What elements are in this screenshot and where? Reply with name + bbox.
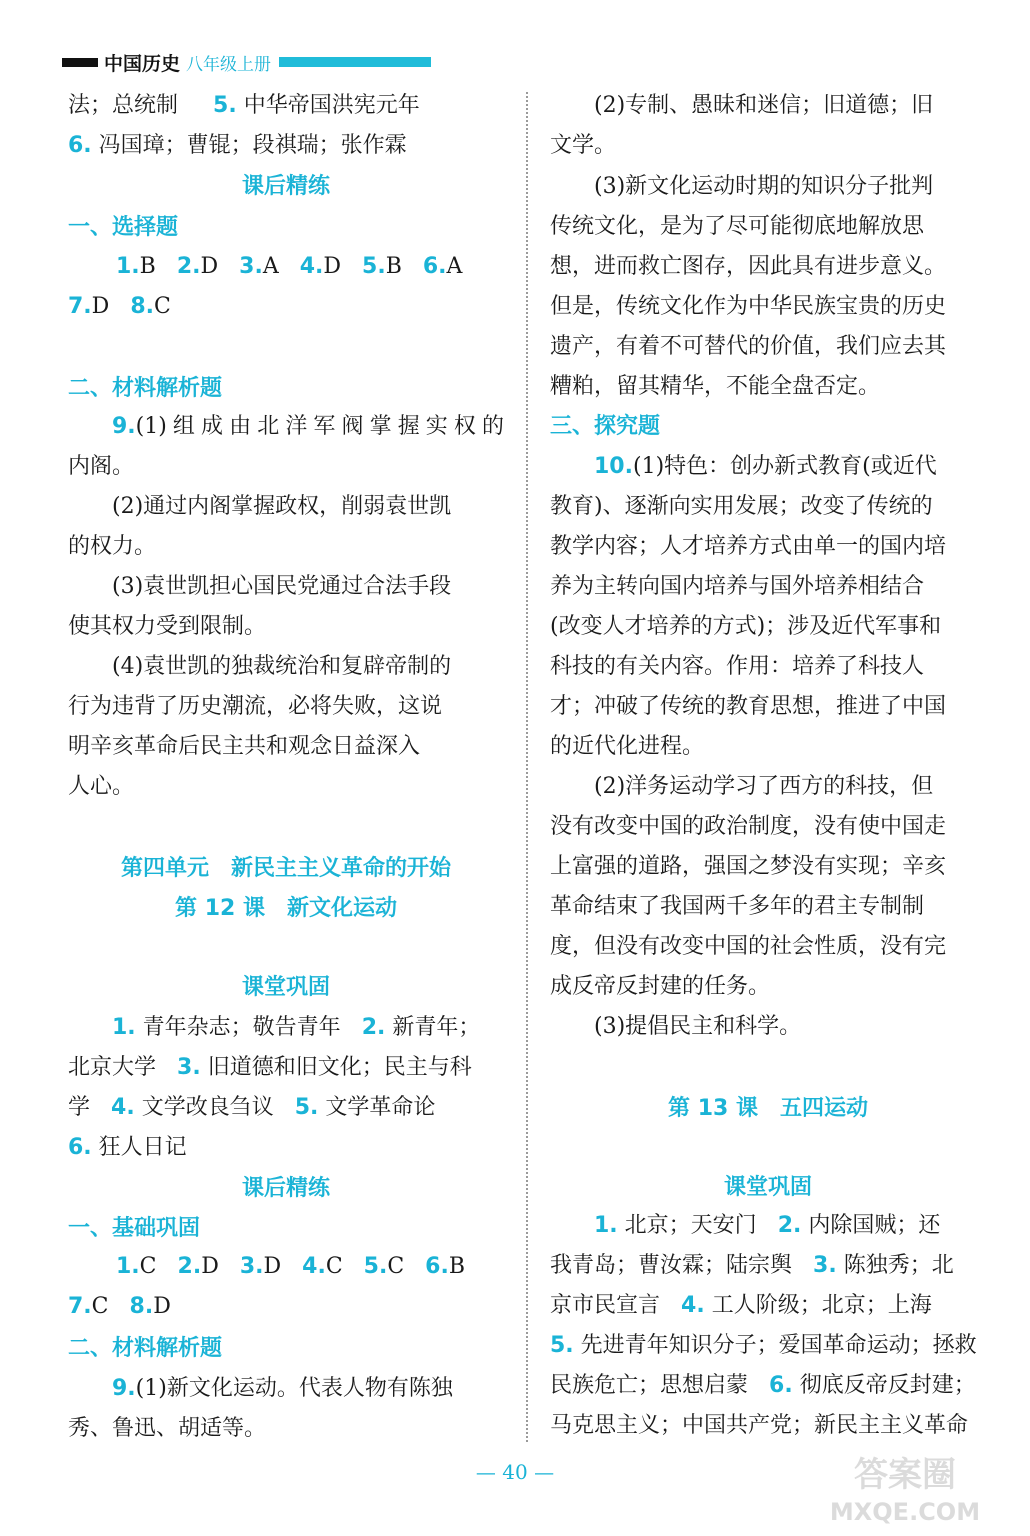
answer-text: 内除国贼；还: [808, 1213, 941, 1238]
basic-answers-row-1: [116, 1247, 465, 1287]
text-line: 革命结束了我国两千多年的君主专制制: [550, 894, 925, 919]
column-divider: [526, 92, 528, 1442]
q-num: 6.: [769, 1373, 793, 1398]
text-line: 上富强的道路，强国之梦没有实现；辛亥: [550, 854, 947, 879]
unit-title: 第四单元 新民主主义革命的开始: [120, 856, 451, 881]
section-basic: 一、基础巩固: [68, 1216, 201, 1241]
text-line: [550, 1326, 977, 1366]
answer-text: 陈独秀；北: [843, 1253, 954, 1278]
answer-text: 工人阶级；北京；上海: [711, 1293, 932, 1318]
answer-text: (1)组成由北洋军阀掌握实权的: [135, 414, 504, 439]
q-num: 2.: [777, 1213, 802, 1238]
section-explore: 三、探究题: [550, 414, 661, 439]
answer-text: 青年杂志；敬告青年: [142, 1015, 341, 1040]
text-line: (2)通过内阁掌握政权，削弱袁世凯: [112, 494, 452, 519]
text-line: 成反帝反封建的任务。: [550, 974, 771, 999]
text-line: [112, 407, 504, 447]
q-num: 5.: [550, 1333, 574, 1358]
answer-text: 京市民宣言: [550, 1293, 661, 1318]
q-num: 9.: [112, 414, 136, 439]
section-material: 二、材料解析题: [68, 1336, 223, 1361]
header-dark-bar: [62, 58, 98, 67]
answer-text: 中华帝国洪宪元年: [243, 93, 420, 118]
text-line: 的近代化进程。: [550, 734, 705, 759]
header-subject: 中国历史: [104, 52, 181, 75]
text-line: (2)洋务运动学习了西方的科技，但: [594, 774, 934, 799]
q-num: 5.: [294, 1095, 319, 1120]
text-line: [550, 1246, 954, 1286]
q-ans: B: [448, 1254, 466, 1279]
answer-number: 6.: [68, 133, 92, 158]
q-ans: C: [387, 1254, 405, 1279]
q-ans: B: [385, 254, 402, 279]
basic-answers-row-2: [68, 1287, 171, 1327]
q-num: 3.: [239, 254, 263, 279]
answer-text: 文学革命论: [325, 1095, 436, 1120]
text-line: 没有改变中国的政治制度，没有使中国走: [550, 814, 947, 839]
text-line: [68, 1048, 472, 1088]
q-num: 8.: [129, 1294, 154, 1319]
choice-answers-row-1: [116, 247, 462, 287]
q-ans: D: [263, 1254, 282, 1279]
q-num: 2.: [361, 1015, 386, 1040]
text-line: 行为违背了历史潮流，必将失败，这说: [68, 694, 443, 719]
text-line: (3)袁世凯担心国民党通过合法手段: [112, 574, 452, 599]
answer-text: 学: [68, 1095, 91, 1120]
text-line: 遗产，有着不可替代的价值，我们应去其: [550, 334, 947, 359]
q-num: 6.: [68, 1135, 92, 1160]
text-line: [594, 1206, 940, 1246]
q-num: 6.: [422, 254, 447, 279]
answer-text: 旧道德和旧文化；民主与科: [207, 1055, 472, 1080]
watermark-text-url: MXQE.COM: [829, 1498, 981, 1526]
section-title-after-class: 课后精练: [241, 1176, 330, 1201]
q-ans: D: [201, 1254, 219, 1279]
text-line: (改变人才培养的方式)；涉及近代军事和: [550, 614, 942, 639]
text-line: 才；冲破了传统的教育思想，推进了中国: [550, 694, 947, 719]
q-ans: B: [139, 254, 156, 279]
q-num: 2.: [176, 254, 201, 279]
q-num: 3.: [813, 1253, 837, 1278]
text-line: 度，但没有改变中国的社会性质，没有完: [550, 934, 947, 959]
q-ans: D: [91, 294, 110, 319]
text-line: 秀、鲁迅、胡适等。: [68, 1416, 267, 1441]
text-line: 人心。: [68, 774, 135, 799]
text-line: [68, 1088, 435, 1128]
text-line: (4)袁世凯的独裁统治和复辟帝制的: [112, 654, 452, 679]
q-ans: D: [323, 254, 342, 279]
choice-answers-row-2: [68, 287, 171, 327]
watermark-text-main: 答案圈: [854, 1455, 956, 1495]
text-line: 内阁。: [68, 454, 135, 479]
answer-text: (1)新文化运动。代表人物有陈独: [135, 1376, 453, 1401]
text-line: [112, 1008, 480, 1048]
q-num: 3.: [239, 1254, 264, 1279]
text-line: [68, 126, 407, 166]
answer-text: 彻底反帝反封建；: [799, 1373, 976, 1398]
text-line: [68, 1128, 187, 1168]
section-material: 二、材料解析题: [68, 376, 223, 401]
q-num: 4.: [299, 254, 324, 279]
lesson-title: 第 12 课 新文化运动: [175, 896, 397, 921]
header-cyan-bar: [279, 57, 431, 67]
answer-text: (1)特色：创办新式教育(或近代: [632, 454, 937, 479]
q-num: 2.: [177, 1254, 202, 1279]
q-ans: C: [139, 1254, 157, 1279]
section-class-consolidation: 课堂巩固: [241, 975, 330, 1000]
answer-text: 冯国璋；曹锟；段祺瑞；张作霖: [98, 133, 407, 158]
q-num: 6.: [425, 1254, 449, 1279]
lesson-title: 第 13 课 五四运动: [668, 1096, 868, 1121]
answer-text: 新青年；: [392, 1015, 481, 1040]
text-line: 文学。: [550, 133, 617, 158]
q-num: 4.: [111, 1095, 135, 1120]
text-line: [112, 1369, 453, 1409]
text-line: 马克思主义；中国共产党；新民主主义革命: [550, 1413, 969, 1438]
q-num: 4.: [681, 1293, 705, 1318]
section-choice: 一、选择题: [68, 215, 179, 240]
q-num: 7.: [68, 294, 92, 319]
text-line: 教学内容；人才培养方式由单一的国内培: [550, 534, 947, 559]
q-num: 7.: [68, 1294, 92, 1319]
q-num: 8.: [130, 294, 154, 319]
page-number: — 40 —: [475, 1460, 555, 1484]
text-line: 传统文化，是为了尽可能彻底地解放思: [550, 214, 925, 239]
q-num: 5.: [362, 254, 386, 279]
answer-number: 5.: [213, 93, 237, 118]
q-ans: C: [325, 1254, 343, 1279]
text-line: (2)专制、愚昧和迷信；旧道德；旧: [594, 93, 934, 118]
text-line: 使其权力受到限制。: [68, 614, 267, 639]
text-line: [68, 86, 420, 126]
text-line: 养为主转向国内培养与国外培养相结合: [550, 574, 925, 599]
page-header: [62, 50, 431, 74]
text-line: 但是，传统文化作为中华民族宝贵的历史: [550, 294, 947, 319]
q-num: 3.: [177, 1055, 201, 1080]
text-line: [594, 447, 937, 487]
q-num: 1.: [116, 254, 140, 279]
text-line: [550, 1286, 932, 1326]
section-class-consolidation: 课堂巩固: [723, 1175, 812, 1200]
section-title-after-class: 课后精练: [241, 174, 330, 199]
answer-text: 北京大学: [68, 1055, 157, 1080]
answer-text: 文学改良刍议: [141, 1095, 274, 1120]
q-num: 10.: [594, 454, 633, 479]
answer-text: 我青岛；曹汝霖；陆宗舆: [550, 1253, 793, 1278]
q-num: 9.: [112, 1376, 136, 1401]
answer-text: 民族危亡；思想启蒙: [550, 1373, 749, 1398]
header-grade: 八年级上册: [186, 54, 272, 75]
text-line: [550, 1366, 976, 1406]
q-num: 4.: [302, 1254, 326, 1279]
q-ans: C: [91, 1294, 109, 1319]
q-ans: A: [262, 254, 279, 279]
q-num: 5.: [363, 1254, 388, 1279]
q-num: 1.: [112, 1015, 136, 1040]
q-ans: D: [200, 254, 219, 279]
text-line: (3)提倡民主和科学。: [594, 1014, 802, 1039]
text-line: 教育)、逐渐向实用发展；改变了传统的: [550, 494, 933, 519]
text-line: 明辛亥革命后民主共和观念日益深入: [68, 734, 421, 759]
text-line: 科技的有关内容。作用：培养了科技人: [550, 654, 925, 679]
answer-text: 法；总统制: [68, 93, 179, 118]
q-ans: A: [446, 254, 463, 279]
q-num: 1.: [116, 1254, 140, 1279]
q-ans: D: [153, 1294, 171, 1319]
watermark-logo: [820, 1448, 990, 1528]
answer-text: 先进青年知识分子；爱国革命运动；拯救: [580, 1333, 977, 1358]
answer-text: 狂人日记: [98, 1135, 187, 1160]
q-ans: C: [153, 294, 171, 319]
answer-text: 北京；天安门: [624, 1213, 757, 1238]
text-line: 糟粕，留其精华，不能全盘否定。: [550, 374, 881, 399]
text-line: 的权力。: [68, 534, 157, 559]
text-line: 想，进而救亡图存，因此具有进步意义。: [550, 254, 947, 279]
text-line: (3)新文化运动时期的知识分子批判: [594, 174, 934, 199]
q-num: 1.: [594, 1213, 618, 1238]
